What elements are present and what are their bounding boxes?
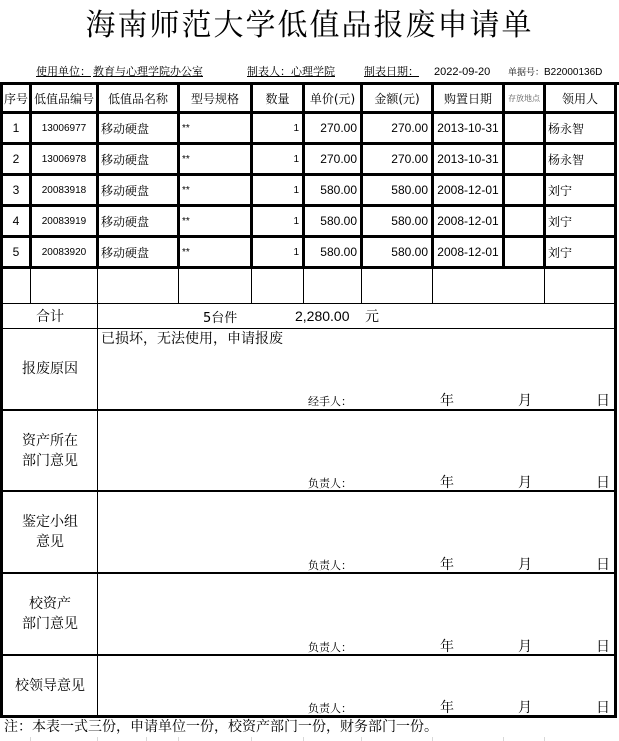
section-leader-day: 日 (596, 700, 610, 716)
section-reason-content[interactable]: 已损坏，无法使用，申请报废 (101, 331, 283, 347)
section-appraisal-day: 日 (596, 557, 610, 573)
doc-no-value: B22000136D (544, 67, 603, 78)
row5-location (505, 238, 543, 266)
row4-location (505, 207, 543, 235)
maker-field (247, 64, 335, 80)
unit-label: 使用单位： (36, 65, 91, 78)
row5-user: 刘宁 (548, 245, 573, 260)
row5-price: 580.00 (320, 245, 357, 259)
row2-code: 13006978 (41, 153, 87, 165)
section-asset-label (3, 574, 97, 654)
row1-amount: 270.00 (391, 121, 428, 135)
section-asset-label-line2: 部门意见 (22, 616, 78, 632)
header-qty: 数量 (265, 91, 290, 106)
section-dept-label (3, 411, 97, 490)
row1-no: 1 (12, 121, 20, 135)
header-name: 低值品名称 (107, 91, 168, 106)
section-asset-day: 日 (596, 639, 610, 655)
section-reason-label: 报废原因 (22, 361, 78, 377)
row1-qty: 1 (293, 122, 299, 134)
gridline (503, 737, 504, 741)
header-no: 序号 (3, 91, 28, 106)
section-leader-month: 月 (518, 700, 532, 716)
header-purchase-date: 购置日期 (443, 91, 492, 106)
row4-price: 580.00 (320, 214, 357, 228)
section-dept-year: 年 (440, 475, 454, 491)
row1-name: 移动硬盘 (101, 121, 150, 136)
row2-no: 2 (12, 152, 20, 166)
row3-location (505, 176, 543, 204)
row4-no: 4 (12, 214, 20, 228)
gridline (361, 737, 362, 741)
row2-date: 2013-10-31 (437, 152, 499, 166)
row5-amount: 580.00 (391, 245, 428, 259)
section-appraisal-year: 年 (440, 557, 454, 573)
row3-amount: 580.00 (391, 183, 428, 197)
col-divider (544, 268, 545, 303)
table-border-right (614, 82, 617, 718)
row1-date: 2013-10-31 (437, 121, 499, 135)
row5-date: 2008-12-01 (437, 245, 499, 259)
gridline (97, 737, 98, 741)
col-divider (251, 268, 252, 303)
gridline (303, 737, 304, 741)
col-divider (178, 268, 179, 303)
row1-spec: ** (182, 122, 190, 134)
gridline (544, 737, 545, 741)
maker-value: 心理学院 (291, 65, 335, 78)
total-amount: 2,280.00 (295, 308, 350, 324)
section-appraisal-content[interactable] (101, 493, 611, 553)
doc-no-field (508, 64, 602, 80)
col-divider (361, 268, 362, 303)
row3-no: 3 (12, 183, 20, 197)
section-dept-content[interactable] (101, 412, 611, 472)
gridline (251, 737, 252, 741)
section-dept-signer: 负责人： (308, 477, 352, 490)
section-dept-label-line2: 部门意见 (22, 452, 78, 469)
row-divider (0, 266, 617, 269)
footnote: 注：本表一式三份，申请单位一份，校资产部门一份，财务部门一份。 (4, 719, 438, 735)
row5-spec: ** (182, 246, 190, 258)
section-leader-content[interactable] (101, 657, 611, 697)
unit-field (36, 64, 203, 80)
row4-amount: 580.00 (391, 214, 428, 228)
date-label: 制表日期： (364, 65, 419, 78)
col-divider (432, 268, 433, 303)
section-asset-label-line1: 校资产 (29, 596, 71, 612)
section-dept-month: 月 (518, 475, 532, 491)
row3-user: 刘宁 (548, 183, 573, 198)
gridline (30, 737, 31, 741)
section-asset-content[interactable] (101, 575, 611, 635)
row3-qty: 1 (293, 184, 299, 196)
row3-date: 2008-12-01 (437, 183, 499, 197)
row1-user: 杨永智 (548, 121, 585, 136)
col-divider (303, 268, 304, 303)
header-code: 低值品编号 (33, 91, 94, 106)
row3-code: 20083918 (41, 184, 87, 196)
section-reason-day: 日 (596, 393, 610, 409)
row2-qty: 1 (293, 153, 299, 165)
row4-user: 刘宁 (548, 214, 573, 229)
row4-qty: 1 (293, 215, 299, 227)
section-appraisal-month: 月 (518, 557, 532, 573)
section-dept-label-line1: 资产所在 (22, 432, 78, 449)
section-reason-month: 月 (518, 393, 532, 409)
row2-price: 270.00 (320, 152, 357, 166)
total-currency: 元 (365, 309, 379, 325)
gridline (432, 737, 433, 741)
row5-no: 5 (12, 245, 20, 259)
header-spec: 型号规格 (190, 91, 239, 106)
total-count: 5台件 (203, 310, 238, 326)
section-reason-year: 年 (440, 393, 454, 409)
row3-name: 移动硬盘 (101, 183, 150, 198)
section-appraisal-label (3, 492, 97, 572)
row1-price: 270.00 (320, 121, 357, 135)
section-appraisal-label-line1: 鉴定小组 (22, 514, 78, 530)
section-leader-signer: 负责人： (308, 702, 352, 715)
date-field (364, 64, 419, 80)
row2-amount: 270.00 (391, 152, 428, 166)
header-price: 单价(元) (309, 91, 356, 106)
row3-spec: ** (182, 184, 190, 196)
label-col-divider (97, 303, 98, 716)
row5-name: 移动硬盘 (101, 245, 150, 260)
section-reason-signer: 经手人： (308, 395, 352, 408)
row3-price: 580.00 (320, 183, 357, 197)
row5-qty: 1 (293, 246, 299, 258)
row4-date: 2008-12-01 (437, 214, 499, 228)
doc-no-label: 单据号： (508, 68, 545, 78)
row2-spec: ** (182, 153, 190, 165)
section-leader-label: 校领导意见 (15, 677, 85, 694)
header-user: 领用人 (561, 91, 598, 106)
row4-code: 20083919 (41, 215, 87, 227)
row2-name: 移动硬盘 (101, 152, 150, 167)
section-asset-year: 年 (440, 639, 454, 655)
date-value: 2022-09-20 (434, 66, 491, 78)
form-title: 海南师范大学低值品报废申请单 (85, 8, 534, 43)
header-amount: 金额(元) (374, 91, 420, 106)
row4-name: 移动硬盘 (101, 214, 150, 229)
gridline (146, 737, 147, 741)
col-divider (97, 268, 98, 303)
gridline (178, 737, 179, 741)
total-label: 合计 (36, 309, 64, 325)
row2-user: 杨永智 (548, 152, 585, 167)
maker-label: 制表人： (247, 65, 291, 78)
section-appraisal-signer: 负责人： (308, 559, 352, 572)
header-location: 存放地点 (508, 93, 540, 103)
row1-code: 13006977 (41, 122, 87, 134)
col-divider (30, 268, 31, 303)
section-dept-day: 日 (596, 475, 610, 491)
section-leader-year: 年 (440, 700, 454, 716)
unit-value: 教育与心理学院办公室 (93, 65, 203, 78)
section-asset-month: 月 (518, 639, 532, 655)
section-appraisal-label-line2: 意见 (36, 534, 64, 550)
row5-code: 20083920 (41, 246, 87, 258)
row4-spec: ** (182, 215, 190, 227)
row1-location (505, 114, 543, 142)
row2-location (505, 145, 543, 173)
section-asset-signer: 负责人： (308, 641, 352, 654)
